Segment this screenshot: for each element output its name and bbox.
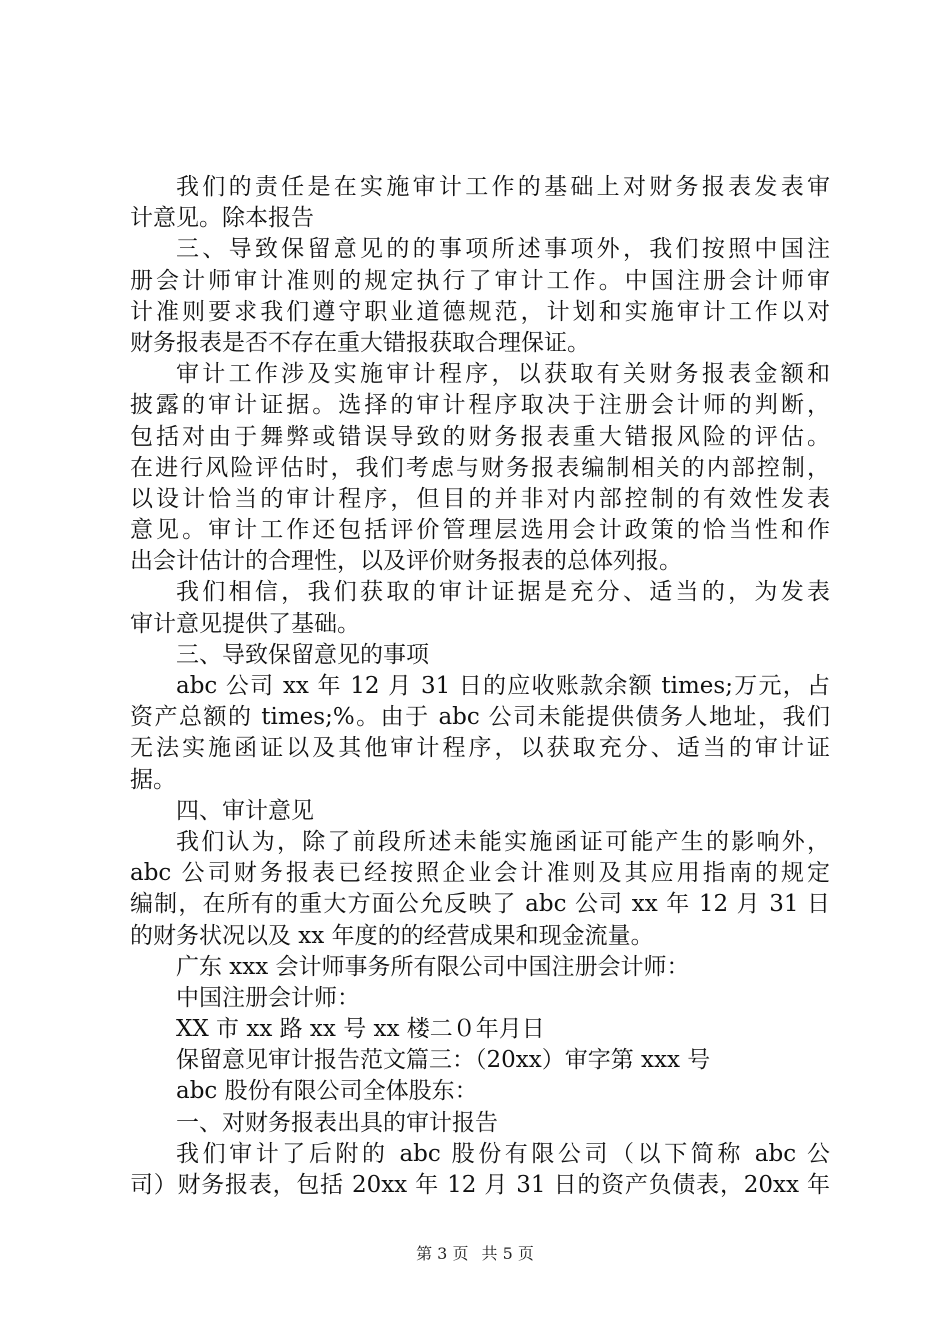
- text-line: 一、对财务报表出具的审计报告: [176, 1109, 498, 1136]
- text-line: 在进行风险评估时，我们考虑与财务报表编制相关的内部控制，: [130, 454, 830, 481]
- text-line: 意见。审计工作还包括评价管理层选用会计政策的恰当性和作: [130, 517, 830, 544]
- text-line: 以设计恰当的审计程序，但目的并非对内部控制的有效性发表: [130, 485, 830, 512]
- text-line: 无法实施函证以及其他审计程序，以获取充分、适当的审计证: [130, 735, 830, 762]
- text-line: abc 公司 xx 年 12 月 31 日的应收账款余额 times;万元，占: [176, 673, 830, 699]
- text-line: 据。: [130, 766, 176, 793]
- text-line: 三、导致保留意见的的事项所述事项外，我们按照中国注: [176, 236, 830, 263]
- text-line: 三、导致保留意见的事项: [176, 641, 429, 668]
- text-line: 财务报表是否不存在重大错报获取合理保证。: [130, 329, 590, 356]
- text-line: abc 股份有限公司全体股东：: [176, 1078, 478, 1105]
- text-line: 资产总额的 times;%。由于 abc 公司未能提供债务人地址，我们: [130, 704, 830, 731]
- text-line: 中国注册会计师：: [176, 984, 360, 1011]
- page-total: 共 5 页: [481, 1244, 534, 1263]
- text-line: 审计意见提供了基础。: [130, 610, 360, 637]
- text-line: 四、审计意见: [176, 797, 314, 824]
- text-line: 司）财务报表，包括 20xx 年 12 月 31 日的资产负债表，20xx 年: [130, 1172, 830, 1198]
- text-line: 出会计估计的合理性，以及评价财务报表的总体列报。: [130, 548, 682, 575]
- text-line: abc 公司财务报表已经按照企业会计准则及其应用指南的规定: [130, 860, 830, 887]
- text-line: 编制，在所有的重大方面公允反映了 abc 公司 xx 年 12 月 31 日: [130, 891, 830, 918]
- text-line: 册会计师审计准则的规定执行了审计工作。中国注册会计师审: [130, 267, 830, 294]
- text-line: 我们的责任是在实施审计工作的基础上对财务报表发表审: [176, 174, 830, 200]
- text-line: 计准则要求我们遵守职业道德规范，计划和实施审计工作以对: [130, 298, 830, 325]
- page-number: 第 3 页: [416, 1244, 469, 1263]
- text-line: 我们相信，我们获取的审计证据是充分、适当的，为发表: [176, 579, 830, 606]
- text-line: 广东 xxx 会计师事务所有限公司中国注册会计师：: [176, 953, 690, 980]
- text-line: 披露的审计证据。选择的审计程序取决于注册会计师的判断，: [130, 392, 830, 419]
- text-line: 的财务状况以及 xx 年度的的经营成果和现金流量。: [130, 922, 654, 949]
- text-line: 审计工作涉及实施审计程序，以获取有关财务报表金额和: [176, 361, 830, 388]
- page-footer: [0, 1242, 950, 1266]
- text-line: 计意见。除本报告: [130, 205, 314, 232]
- text-line: 保留意见审计报告范文篇三：（20xx）审字第 xxx 号: [176, 1047, 711, 1074]
- document-body: [130, 172, 830, 1201]
- text-line: 我们认为，除了前段所述未能实施函证可能产生的影响外，: [176, 828, 830, 855]
- text-line: 包括对由于舞弊或错误导致的财务报表重大错报风险的评估。: [130, 423, 830, 450]
- text-line: XX 市 xx 路 xx 号 xx 楼二０年月日: [176, 1016, 545, 1043]
- text-line: 我们审计了后附的 abc 股份有限公司（以下简称 abc 公: [176, 1140, 830, 1167]
